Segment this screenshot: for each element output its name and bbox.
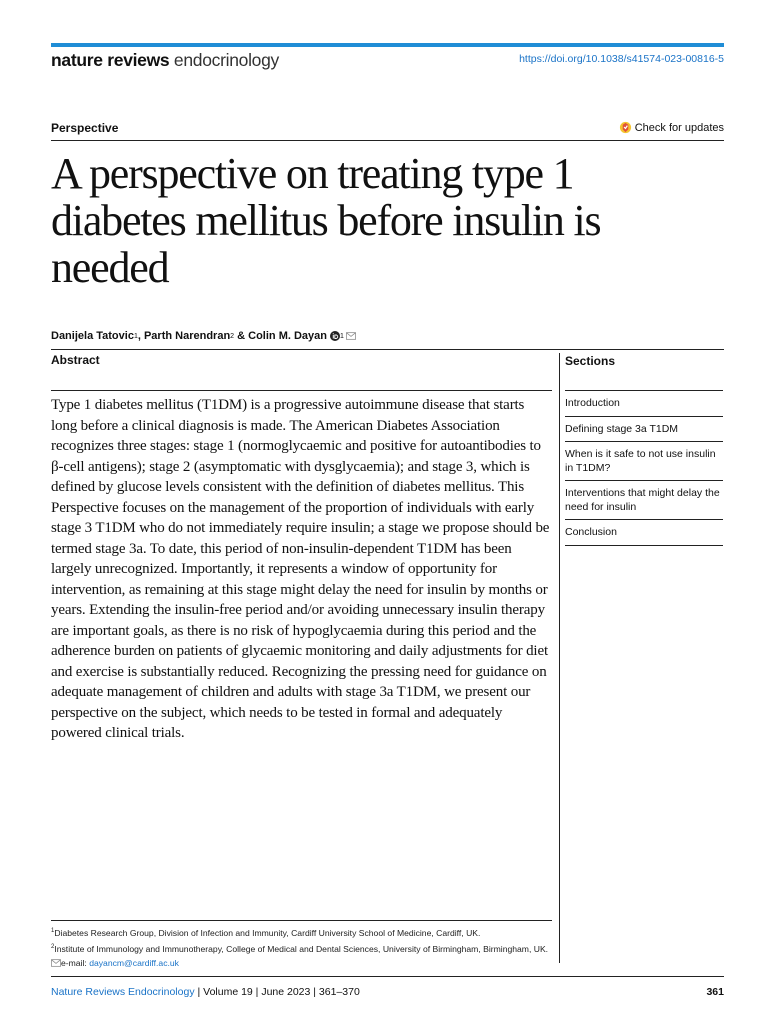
- check-for-updates-button[interactable]: [619, 121, 724, 134]
- section-link-safe-without-insulin[interactable]: When is it safe to not use insulin in T1DM?: [565, 442, 723, 481]
- affiliations: [51, 924, 556, 970]
- doi-link[interactable]: https://doi.org/10.1038/s41574-023-00816-5: [519, 53, 724, 65]
- email-icon: [51, 959, 61, 967]
- check-updates-label: Check for updates: [634, 121, 724, 134]
- page-number: 361: [706, 986, 724, 998]
- abstract-divider: [51, 390, 552, 391]
- affiliations-divider: [51, 920, 552, 921]
- journal-subtitle: endocrinology: [169, 50, 280, 70]
- author-separator: &: [234, 330, 249, 342]
- author-name[interactable]: Colin M. Dayan: [248, 330, 327, 342]
- footer-issue: | Volume 19 | June 2023 | 361–370: [194, 986, 360, 998]
- journal-brand: nature reviews: [51, 50, 170, 70]
- corresponding-email-link[interactable]: dayancm@cardiff.ac.uk: [89, 957, 179, 968]
- section-link-introduction[interactable]: Introduction: [565, 391, 723, 417]
- journal-name[interactable]: [51, 50, 279, 71]
- author-separator: ,: [137, 330, 144, 342]
- column-divider: [559, 353, 560, 963]
- check-updates-icon: [619, 121, 632, 134]
- abstract-text: Type 1 diabetes mellitus (T1DM) is a progressive autoimmune disease that starts long before a clinical diagnosis is made. The American Diabetes Association recognizes three stages: stage 1 (normoglycaemic and positive for autoantibodies to β-cell antigens); stage 2 (asymptomatic with dysglycaemia); and stage 3, which is defined by glucose levels consistent with the definition of diabetes mellitus. This Perspective focuses on the management of the proportion of individuals with early stage 3 T1DM who do not immediately require insulin; a stage we propose should be termed stage 3a. To date, this period of non-insulin-dependent T1DM has been largely unrecognized. Importantly, it represents a window of opportunity for intervention, as remaining at this stage might delay the need for insulin by months or years. Extending the insulin-free period and/or avoiding unnecessary insulin therapy are important goals, as there is no risk of hypoglycaemia during this period and the adherence burden on patients of glycaemic monitoring and daily adjustments for diet and exercise is substantially reduced. Recognizing the pressing need for guidance on adequate management of children and adults with stage 3a T1DM, we present our perspective on the subject, which needs to be tested in formal and adequately powered clinical trials.: [51, 397, 550, 741]
- author-list: [51, 330, 356, 342]
- footer-citation: [51, 986, 360, 998]
- affiliation-1: $^1$Diabetes Research Group, Division of Infection and Immunity, Cardiff University School of Medicine, Cardiff, UK.: [51, 927, 481, 938]
- affiliation-marker: 1: [339, 332, 344, 340]
- email-icon[interactable]: [346, 332, 356, 340]
- section-link-interventions[interactable]: Interventions that might delay the need for insulin: [565, 481, 723, 520]
- email-label: e-mail:: [61, 957, 90, 968]
- affiliation-2: $^2$Institute of Immunology and Immunotherapy, College of Medical and Dental Sciences, University of Birmingham, Birmingham, UK. e-mail: dayancm@cardiff.ac.uk: [51, 943, 549, 968]
- section-link-defining-stage-3a[interactable]: Defining stage 3a T1DM: [565, 417, 723, 443]
- header-divider: [51, 140, 724, 141]
- sections-nav: [565, 390, 723, 546]
- footer-journal-link[interactable]: Nature Reviews Endocrinology: [51, 986, 195, 998]
- affiliation-marker: 1: [133, 332, 138, 340]
- affiliation-marker: 2: [230, 332, 235, 340]
- journal-accent-bar: [51, 43, 724, 47]
- author-name[interactable]: Danijela Tatovic: [51, 330, 134, 342]
- article-type-label: Perspective: [51, 121, 119, 135]
- sections-heading: Sections: [565, 354, 616, 368]
- abstract-heading: Abstract: [51, 353, 100, 367]
- authors-divider: [51, 349, 724, 350]
- orcid-icon[interactable]: [330, 331, 340, 341]
- section-link-conclusion[interactable]: Conclusion: [565, 520, 723, 546]
- article-title: A perspective on treating type 1 diabetes mellitus before insulin is needed: [51, 149, 601, 292]
- footer-divider: [51, 976, 724, 977]
- author-name[interactable]: Parth Narendran: [143, 330, 231, 342]
